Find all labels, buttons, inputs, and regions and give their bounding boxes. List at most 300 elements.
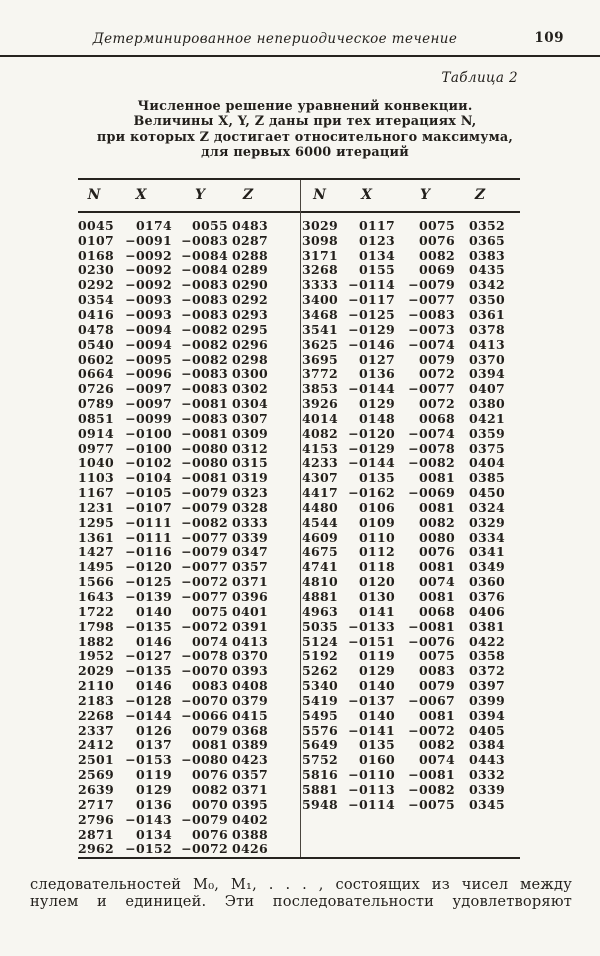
table-cell: −0077 bbox=[181, 559, 228, 575]
table-cell: 0350 bbox=[469, 292, 505, 308]
table-cell: 1952 bbox=[78, 648, 114, 664]
table-cell: −0093 bbox=[125, 306, 172, 322]
table-cell: 0075 bbox=[192, 603, 228, 619]
column-header-x: X bbox=[135, 187, 147, 203]
table-cell: −0082 bbox=[181, 336, 228, 352]
table-cell: 0402 bbox=[232, 811, 268, 827]
table-cell: 0129 bbox=[136, 781, 172, 797]
table-cell: −0083 bbox=[181, 410, 228, 426]
table-cell: 2337 bbox=[78, 722, 114, 738]
table-cell: −0146 bbox=[348, 336, 395, 352]
table-cell: −0141 bbox=[348, 722, 395, 738]
table-cell: 0397 bbox=[469, 678, 505, 694]
table-cell: −0100 bbox=[125, 440, 172, 456]
table-cell: 0075 bbox=[419, 217, 455, 233]
table-cell: 0119 bbox=[136, 767, 172, 783]
table-cell: 4741 bbox=[302, 559, 338, 575]
table-cell: 0407 bbox=[469, 381, 505, 397]
table-cell: 0328 bbox=[232, 499, 268, 515]
table-cell: 0070 bbox=[192, 796, 228, 812]
table-cell: 0076 bbox=[192, 767, 228, 783]
table-cell: −0111 bbox=[125, 514, 172, 530]
table-cell: 0375 bbox=[469, 440, 505, 456]
table-cell: 0334 bbox=[469, 529, 505, 545]
column-header-z: Z bbox=[242, 187, 254, 203]
table-cell: −0120 bbox=[125, 559, 172, 575]
table-cell: 0230 bbox=[78, 262, 114, 278]
table-cell: 0372 bbox=[469, 663, 505, 679]
caption-line: при которых Z достигает относительного максимума, bbox=[96, 129, 514, 145]
table-cell: 0358 bbox=[469, 648, 505, 664]
table-cell: −0079 bbox=[181, 544, 228, 560]
table-cell: 5419 bbox=[302, 692, 338, 708]
table-cell: 0081 bbox=[419, 470, 455, 486]
table-cell: 0082 bbox=[419, 247, 455, 263]
table-cell: 0129 bbox=[359, 663, 395, 679]
table-cell: 0312 bbox=[232, 440, 268, 456]
table-cell: 1882 bbox=[78, 633, 114, 649]
table-cell: 0315 bbox=[232, 455, 268, 471]
table-cell: 0074 bbox=[419, 752, 455, 768]
table-cell: 0082 bbox=[419, 737, 455, 753]
table-cell: 0140 bbox=[359, 707, 395, 723]
table-cell: 2717 bbox=[78, 796, 114, 812]
data-table bbox=[78, 178, 520, 859]
table-cell: 0141 bbox=[359, 603, 395, 619]
table-cell: 5192 bbox=[302, 648, 338, 664]
table-cell: 1566 bbox=[78, 574, 114, 590]
column-header-x: X bbox=[361, 187, 372, 203]
running-head: Детерминированное непериодическое течение bbox=[92, 31, 458, 47]
table-cell: 0081 bbox=[192, 737, 228, 753]
table-cell: 1231 bbox=[78, 499, 114, 515]
table-cell: 0292 bbox=[232, 292, 268, 308]
table-cell: 0371 bbox=[232, 781, 268, 797]
table-cell: 0319 bbox=[232, 470, 268, 486]
table-cell: −0072 bbox=[181, 841, 228, 857]
table-cell: 0295 bbox=[232, 321, 268, 337]
table-cell: 0352 bbox=[469, 217, 505, 233]
table-cell: −0072 bbox=[181, 574, 228, 590]
table-cell: −0080 bbox=[181, 455, 228, 471]
table-cell: 0110 bbox=[359, 529, 395, 545]
table-cell: 0540 bbox=[78, 336, 114, 352]
table-cell: 0383 bbox=[469, 247, 505, 263]
table-cell: −0127 bbox=[125, 648, 172, 664]
table-cell: −0135 bbox=[125, 618, 172, 634]
table-cell: −0093 bbox=[125, 292, 172, 308]
table-cell: 3171 bbox=[302, 247, 338, 263]
table-cell: 0483 bbox=[232, 217, 268, 233]
table-cell: −0144 bbox=[348, 455, 395, 471]
table-cell: 1040 bbox=[78, 455, 114, 471]
table-cell: 0345 bbox=[469, 796, 505, 812]
table-cell: −0092 bbox=[125, 277, 172, 293]
column-header-z: Z bbox=[474, 187, 486, 203]
table-cell: −0144 bbox=[125, 707, 172, 723]
table-cell: 0370 bbox=[469, 351, 505, 367]
table-cell: 1495 bbox=[78, 559, 114, 575]
table-cell: 5495 bbox=[302, 707, 338, 723]
table-cell: −0137 bbox=[348, 692, 395, 708]
table-cell: 0135 bbox=[359, 470, 395, 486]
table-cell: 2871 bbox=[78, 826, 114, 842]
table-cell: 0081 bbox=[419, 499, 455, 515]
table-cell: 0339 bbox=[469, 781, 505, 797]
table-caption bbox=[20, 99, 590, 161]
body-text bbox=[30, 876, 572, 910]
table-cell: 2268 bbox=[78, 707, 114, 723]
table-cell: 0371 bbox=[232, 574, 268, 590]
table-cell: −0162 bbox=[348, 485, 395, 501]
table-cell: −0151 bbox=[348, 633, 395, 649]
table-cell: 0309 bbox=[232, 425, 268, 441]
caption-line: Величины X, Y, Z даны при тех итерациях N, bbox=[133, 114, 477, 130]
table-cell: −0081 bbox=[181, 396, 228, 412]
table-cell: −0104 bbox=[125, 470, 172, 486]
table-cell: 0055 bbox=[192, 217, 228, 233]
table-cell: 0076 bbox=[419, 544, 455, 560]
table-cell: 0109 bbox=[359, 514, 395, 530]
table-cell: 0379 bbox=[232, 692, 268, 708]
table-cell: 4810 bbox=[302, 574, 338, 590]
table-cell: 0354 bbox=[78, 292, 114, 308]
table-cell: 0396 bbox=[232, 589, 268, 605]
table-cell: −0082 bbox=[408, 455, 455, 471]
table-cell: 3695 bbox=[302, 351, 338, 367]
table-cell: −0094 bbox=[125, 336, 172, 352]
table-cell: 0076 bbox=[419, 232, 455, 248]
table-cell: 1295 bbox=[78, 514, 114, 530]
table-cell: −0092 bbox=[125, 262, 172, 278]
table-cell: 2110 bbox=[78, 678, 114, 694]
table-cell: 3772 bbox=[302, 366, 338, 382]
table-cell: 5340 bbox=[302, 678, 338, 694]
table-cell: 0074 bbox=[419, 574, 455, 590]
table-cell: 0329 bbox=[469, 514, 505, 530]
table-cell: −0067 bbox=[408, 692, 455, 708]
table-cell: −0082 bbox=[181, 351, 228, 367]
table-cell: −0096 bbox=[125, 366, 172, 382]
table-cell: 0081 bbox=[419, 559, 455, 575]
body-text-line: нулем и единицей. Эти последовательности удовлетворяют bbox=[30, 893, 572, 910]
table-cell: 0289 bbox=[232, 262, 268, 278]
table-cell: 4480 bbox=[302, 499, 338, 515]
table-cell: −0128 bbox=[125, 692, 172, 708]
table-cell: 0112 bbox=[359, 544, 395, 560]
table-cell: 0072 bbox=[419, 396, 455, 412]
table-cell: 0370 bbox=[232, 648, 268, 664]
table-cell: 0083 bbox=[192, 678, 228, 694]
column-header-n: N bbox=[313, 187, 326, 203]
table-cell: 0069 bbox=[419, 262, 455, 278]
table-cell: 0079 bbox=[419, 678, 455, 694]
table-cell: 0119 bbox=[359, 648, 395, 664]
table-cell: 4082 bbox=[302, 425, 338, 441]
table-cell: 0120 bbox=[359, 574, 395, 590]
table-cell: 0076 bbox=[192, 826, 228, 842]
table-cell: −0084 bbox=[181, 247, 228, 263]
table-cell: 2183 bbox=[78, 692, 114, 708]
table-cell: −0097 bbox=[125, 381, 172, 397]
table-cell: 2029 bbox=[78, 663, 114, 679]
table-cell: 0368 bbox=[232, 722, 268, 738]
table-cell: 0359 bbox=[469, 425, 505, 441]
table-right-half bbox=[301, 178, 520, 859]
table-cell: −0152 bbox=[125, 841, 172, 857]
table-cell: 0339 bbox=[232, 529, 268, 545]
table-cell: 0726 bbox=[78, 381, 114, 397]
column-header-y: Y bbox=[195, 187, 205, 203]
table-cell: 0360 bbox=[469, 574, 505, 590]
table-cell: 0664 bbox=[78, 366, 114, 382]
table-cell: 0332 bbox=[469, 767, 505, 783]
table-cell: −0077 bbox=[181, 529, 228, 545]
table-cell: −0114 bbox=[348, 277, 395, 293]
page-number: 109 bbox=[534, 30, 564, 46]
table-cell: −0084 bbox=[181, 262, 228, 278]
table-cell: −0070 bbox=[181, 692, 228, 708]
table-cell: 0296 bbox=[232, 336, 268, 352]
table-cell: 5816 bbox=[302, 767, 338, 783]
table-cell: −0083 bbox=[408, 306, 455, 322]
table-cell: −0133 bbox=[348, 618, 395, 634]
table-cell: −0077 bbox=[181, 589, 228, 605]
table-cell: −0073 bbox=[408, 321, 455, 337]
table-cell: −0080 bbox=[181, 752, 228, 768]
table-cell: 0977 bbox=[78, 440, 114, 456]
table-label: Таблица 2 bbox=[441, 70, 518, 86]
table-cell: 0080 bbox=[419, 529, 455, 545]
table-cell: 0413 bbox=[232, 633, 268, 649]
table-cell: 5881 bbox=[302, 781, 338, 797]
table-cell: 1722 bbox=[78, 603, 114, 619]
table-cell: −0081 bbox=[181, 425, 228, 441]
table-cell: 2569 bbox=[78, 767, 114, 783]
caption-line: для первых 6000 итераций bbox=[201, 145, 409, 161]
table-cell: 0117 bbox=[359, 217, 395, 233]
table-cell: 4417 bbox=[302, 485, 338, 501]
table-cell: −0102 bbox=[125, 455, 172, 471]
table-cell: −0110 bbox=[348, 767, 395, 783]
table-cell: −0079 bbox=[181, 811, 228, 827]
table-cell: 0082 bbox=[419, 514, 455, 530]
table-cell: 0136 bbox=[359, 366, 395, 382]
table-cell: 0127 bbox=[359, 351, 395, 367]
table-cell: −0135 bbox=[125, 663, 172, 679]
table-cell: 3926 bbox=[302, 396, 338, 412]
table-cell: 0394 bbox=[469, 366, 505, 382]
table-cell: −0091 bbox=[125, 232, 172, 248]
table-cell: 3029 bbox=[302, 217, 338, 233]
table-cell: 0423 bbox=[232, 752, 268, 768]
table-cell: 0146 bbox=[136, 633, 172, 649]
table-cell: −0107 bbox=[125, 499, 172, 515]
table-cell: 0290 bbox=[232, 277, 268, 293]
table-cell: 3333 bbox=[302, 277, 338, 293]
table-cell: 0602 bbox=[78, 351, 114, 367]
table-cell: −0153 bbox=[125, 752, 172, 768]
table-cell: 3098 bbox=[302, 232, 338, 248]
table-cell: 0300 bbox=[232, 366, 268, 382]
table-cell: 0307 bbox=[232, 410, 268, 426]
table-cell: 0416 bbox=[78, 306, 114, 322]
table-cell: −0092 bbox=[125, 247, 172, 263]
table-cell: −0077 bbox=[408, 292, 455, 308]
table-cell: −0129 bbox=[348, 440, 395, 456]
table-cell: 2796 bbox=[78, 811, 114, 827]
table-cell: −0125 bbox=[125, 574, 172, 590]
table-cell: 0140 bbox=[136, 603, 172, 619]
table-cell: −0117 bbox=[348, 292, 395, 308]
table-cell: 0136 bbox=[136, 796, 172, 812]
table-header-row bbox=[301, 187, 505, 203]
table-cell: 0174 bbox=[136, 217, 172, 233]
table-cell: −0078 bbox=[408, 440, 455, 456]
table-cell: 0304 bbox=[232, 396, 268, 412]
table-cell: 0405 bbox=[469, 722, 505, 738]
body-text-line: следовательностей M₀, M₁, . . . , состоящих из чисел между bbox=[30, 876, 572, 893]
table-cell: 0082 bbox=[192, 781, 228, 797]
table-cell: −0083 bbox=[181, 232, 228, 248]
table-cell: 0347 bbox=[232, 544, 268, 560]
table-cell: 0381 bbox=[469, 618, 505, 634]
header-rule bbox=[0, 55, 600, 57]
table-cell: 0045 bbox=[78, 217, 114, 233]
table-body-right bbox=[301, 218, 505, 812]
table-cell: 4153 bbox=[302, 440, 338, 456]
table-cell: 0324 bbox=[469, 499, 505, 515]
table-body-left bbox=[78, 218, 268, 856]
table-cell: −0082 bbox=[181, 321, 228, 337]
table-cell: −0083 bbox=[181, 366, 228, 382]
table-cell: −0120 bbox=[348, 425, 395, 441]
table-cell: 5649 bbox=[302, 737, 338, 753]
table-cell: 0118 bbox=[359, 559, 395, 575]
table-cell: 4014 bbox=[302, 410, 338, 426]
table-cell: −0075 bbox=[408, 796, 455, 812]
table-cell: −0070 bbox=[181, 663, 228, 679]
table-cell: −0082 bbox=[408, 781, 455, 797]
table-cell: −0074 bbox=[408, 336, 455, 352]
table-cell: 5035 bbox=[302, 618, 338, 634]
table-cell: 0106 bbox=[359, 499, 395, 515]
table-cell: 0129 bbox=[359, 396, 395, 412]
table-cell: 0288 bbox=[232, 247, 268, 263]
table-cell: −0083 bbox=[181, 306, 228, 322]
table-cell: −0077 bbox=[408, 381, 455, 397]
table-cell: 0408 bbox=[232, 678, 268, 694]
table-cell: 4881 bbox=[302, 589, 338, 605]
table-cell: 3268 bbox=[302, 262, 338, 278]
table-cell: −0100 bbox=[125, 425, 172, 441]
table-cell: 0422 bbox=[469, 633, 505, 649]
table-cell: −0074 bbox=[408, 425, 455, 441]
table-cell: 0293 bbox=[232, 306, 268, 322]
table-cell: 4233 bbox=[302, 455, 338, 471]
table-cell: −0111 bbox=[125, 529, 172, 545]
table-cell: 0376 bbox=[469, 589, 505, 605]
table-cell: −0072 bbox=[181, 618, 228, 634]
table-cell: −0079 bbox=[408, 277, 455, 293]
table-cell: −0083 bbox=[181, 277, 228, 293]
table-cell: 0130 bbox=[359, 589, 395, 605]
table-cell: 3853 bbox=[302, 381, 338, 397]
table-cell: 0349 bbox=[469, 559, 505, 575]
table-cell: 0378 bbox=[469, 321, 505, 337]
table-cell: 1103 bbox=[78, 470, 114, 486]
table-cell: 5124 bbox=[302, 633, 338, 649]
table-cell: −0072 bbox=[408, 722, 455, 738]
table-cell: 0079 bbox=[419, 351, 455, 367]
table-cell: −0076 bbox=[408, 633, 455, 649]
table-bottom-rule bbox=[78, 857, 520, 859]
table-cell: 3400 bbox=[302, 292, 338, 308]
table-cell: −0095 bbox=[125, 351, 172, 367]
table-cell: 0395 bbox=[232, 796, 268, 812]
table-cell: −0081 bbox=[181, 470, 228, 486]
table-cell: −0082 bbox=[181, 514, 228, 530]
table-cell: 2639 bbox=[78, 781, 114, 797]
table-cell: 5948 bbox=[302, 796, 338, 812]
table-cell: 0134 bbox=[359, 247, 395, 263]
table-cell: 0478 bbox=[78, 321, 114, 337]
table-cell: −0114 bbox=[348, 796, 395, 812]
table-cell: 1361 bbox=[78, 529, 114, 545]
table-cell: −0113 bbox=[348, 781, 395, 797]
table-cell: 4675 bbox=[302, 544, 338, 560]
table-cell: −0083 bbox=[181, 292, 228, 308]
table-cell: 3468 bbox=[302, 306, 338, 322]
table-cell: 0123 bbox=[359, 232, 395, 248]
table-cell: 5576 bbox=[302, 722, 338, 738]
table-cell: 4963 bbox=[302, 603, 338, 619]
table-cell: 4609 bbox=[302, 529, 338, 545]
table-cell: 3625 bbox=[302, 336, 338, 352]
table-cell: 0074 bbox=[192, 633, 228, 649]
table-cell: 0068 bbox=[419, 603, 455, 619]
table-cell: 0413 bbox=[469, 336, 505, 352]
table-cell: 0079 bbox=[192, 722, 228, 738]
table-cell: 0068 bbox=[419, 410, 455, 426]
table-cell: 0323 bbox=[232, 485, 268, 501]
table-cell: 0361 bbox=[469, 306, 505, 322]
table-cell: 0393 bbox=[232, 663, 268, 679]
table-cell: 0160 bbox=[359, 752, 395, 768]
table-cell: −0143 bbox=[125, 811, 172, 827]
table-cell: 0385 bbox=[469, 470, 505, 486]
table-cell: 0357 bbox=[232, 559, 268, 575]
table-cell: 0851 bbox=[78, 410, 114, 426]
table-cell: 0168 bbox=[78, 247, 114, 263]
table-cell: 0302 bbox=[232, 381, 268, 397]
table-cell: 0404 bbox=[469, 455, 505, 471]
table-cell: −0079 bbox=[181, 499, 228, 515]
table-cell: 0380 bbox=[469, 396, 505, 412]
table-cell: 0406 bbox=[469, 603, 505, 619]
table-cell: 0426 bbox=[232, 841, 268, 857]
table-cell: 0394 bbox=[469, 707, 505, 723]
table-cell: 0107 bbox=[78, 232, 114, 248]
table-cell: −0129 bbox=[348, 321, 395, 337]
caption-line: Численное решение уравнений конвекции. bbox=[137, 99, 473, 114]
table-cell: 0148 bbox=[359, 410, 395, 426]
table-cell: −0078 bbox=[181, 648, 228, 664]
table-cell: 0415 bbox=[232, 707, 268, 723]
table-cell: 4544 bbox=[302, 514, 338, 530]
table-cell: 0341 bbox=[469, 544, 505, 560]
table-cell: −0080 bbox=[181, 440, 228, 456]
